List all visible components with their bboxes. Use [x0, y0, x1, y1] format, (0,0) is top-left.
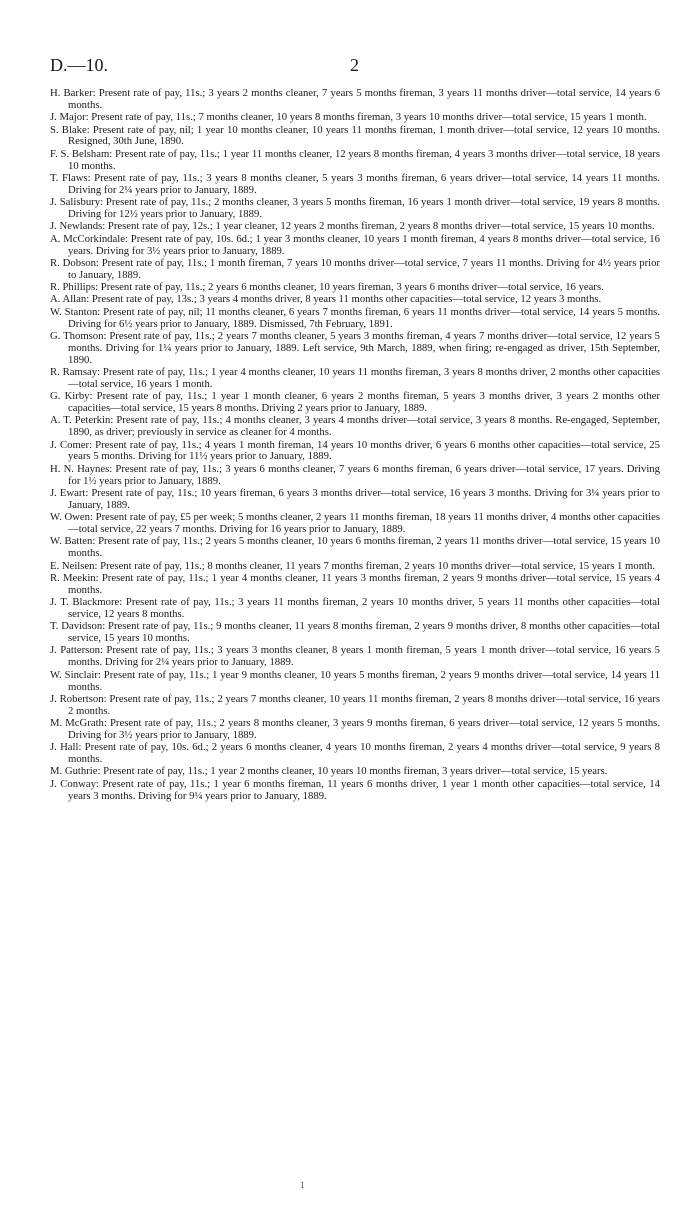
record-entry: R. Phillips: Present rate of pay, 11s.; 2 years 6 months cleaner, 10 years fireman, 3 years 6 months driver—total service, 16 years. [50, 281, 604, 294]
document-reference: D.—10. [50, 55, 108, 75]
record-entry: G. Thomson: Present rate of pay, 11s.; 2 years 7 months cleaner, 5 years 3 months fireman, 4 years 7 months driver—total service, 12 years 5 months. Driving for 1¼ years prior to January, 1889. Left service, 9th March, 1889, when firing; re-engaged as driver, 15th September, 1890. [50, 329, 660, 366]
record-entry: J. Conway: Present rate of pay, 11s.; 1 year 6 months fireman, 11 years 6 months driver, 1 year 1 month other capacities—total service, 14 years 3 months. Driving for 9¼ years prior to January, 1889. [50, 777, 660, 802]
record-entry: J. T. Blackmore: Present rate of pay, 11s.; 3 years 11 months fireman, 2 years 10 months driver, 5 years 11 months other capacities—total service, 12 years 8 months. [50, 596, 660, 620]
record-entry: J. Salisbury: Present rate of pay, 11s.; 2 months cleaner, 3 years 5 months fireman, 16 years 1 month driver—total service, 19 years 8 months. Driving for 12½ years prior to January, 1889. [50, 196, 660, 221]
record-entry: S. Blake: Present rate of pay, nil; 1 year 10 months cleaner, 10 years 11 months fireman, 1 month driver—total service, 12 years 10 months. Resigned, 30th June, 1890. [50, 123, 660, 148]
record-entry: J. Major: Present rate of pay, 11s.; 7 months cleaner, 10 years 8 months fireman, 3 years 10 months driver—total service, 15 years 1 month. [50, 111, 647, 124]
record-entry: T. Flaws: Present rate of pay, 11s.; 3 years 8 months cleaner, 5 years 3 months fireman, 6 years driver—total service, 14 years 11 months. Driving for 2¼ years prior to January, 1889. [50, 171, 660, 196]
record-entry: R. Dobson: Present rate of pay, 11s.; 1 month fireman, 7 years 10 months driver—total service, 7 years 11 months. Driving for 4½ years prior to January, 1889. [50, 256, 660, 281]
record-entry: J. Hall: Present rate of pay, 10s. 6d.; 2 years 6 months cleaner, 4 years 10 months fireman, 2 years 4 months driver—total service, 9 years 8 months. [50, 741, 660, 766]
record-entry: W. Sinclair: Present rate of pay, 11s.; 1 year 9 months cleaner, 10 years 5 months fireman, 2 years 9 months driver—total service, 14 years 11 months. [50, 668, 660, 693]
record-entry: W. Owen: Present rate of pay, £5 per week; 5 months cleaner, 2 years 11 months fireman, 18 years 11 months driver, 4 months other capacities—total service, 22 years 7 months. Driving for 16 years prior to January, 1889. [50, 511, 660, 536]
record-entry: W. Stanton: Present rate of pay, nil; 11 months cleaner, 6 years 7 months fireman, 6 years 11 months driver—total service, 14 years 5 months. Driving for 6½ years prior to January, 1889. Dismissed, 7th February, 1891. [50, 305, 660, 330]
record-entry: J. Ewart: Present rate of pay, 11s.; 10 years fireman, 6 years 3 months driver—total service, 16 years 3 months. Driving for 3¼ years prior to January, 1889. [50, 486, 660, 511]
record-entry: A. Allan: Present rate of pay, 13s.; 3 years 4 months driver, 8 years 11 months other capacities—total service, 12 years 3 months. [50, 293, 602, 306]
record-entry: W. Batten: Present rate of pay, 11s.; 2 years 5 months cleaner, 10 years 6 months fireman, 2 years 11 months driver—total service, 15 years 10 months. [50, 535, 660, 560]
record-entry: J. Patterson: Present rate of pay, 11s.; 3 years 3 months cleaner, 8 years 1 month fireman, 5 years 1 month driver—total service, 16 years 5 months. Driving for 2¼ years prior to January, 1889. [50, 644, 660, 669]
record-entry: H. N. Haynes: Present rate of pay, 11s.; 3 years 6 months cleaner, 7 years 6 months fireman, 6 years driver—total service, 17 years. Driving for 1½ years prior to January, 1889. [50, 462, 660, 487]
record-entry: A. McCorkindale: Present rate of pay, 10s. 6d.; 1 year 3 months cleaner, 10 years 1 month fireman, 4 years 8 months driver—total service, 16 years. Driving for 3½ years prior to January, 1889. [50, 232, 660, 257]
record-entry: G. Kirby: Present rate of pay, 11s.; 1 year 1 month cleaner, 6 years 2 months fireman, 5 years 3 months driver, 3 years 2 months other capacities—total service, 15 years 8 months. Driving 2 years prior to January, 1889. [50, 390, 660, 415]
record-entry: H. Barker: Present rate of pay, 11s.; 3 years 2 months cleaner, 7 years 5 months fireman, 3 years 11 months driver—total service, 14 years 6 months. [50, 87, 660, 111]
record-entry: J. Newlands: Present rate of pay, 12s.; 1 year cleaner, 12 years 2 months fireman, 2 years 8 months driver—total service, 15 years 10 months. [50, 220, 655, 233]
page-header [50, 55, 658, 79]
footer-mark: 1 [300, 1180, 305, 1190]
record-entry: R. Meekin: Present rate of pay, 11s.; 1 year 4 months cleaner, 11 years 3 months fireman, 2 years 9 months driver—total service, 15 years 4 months. [50, 571, 660, 596]
record-entry: F. S. Belsham: Present rate of pay, 11s.; 1 year 11 months cleaner, 12 years 8 months fireman, 4 years 3 months driver—total service, 18 years 10 months. [50, 147, 660, 172]
record-entry: M. McGrath: Present rate of pay, 11s.; 2 years 8 months cleaner, 3 years 9 months fireman, 6 years driver—total service, 12 years 5 months. Driving for 3½ years prior to January, 1889. [50, 717, 660, 741]
record-entry: R. Ramsay: Present rate of pay, 11s.; 1 year 4 months cleaner, 10 years 11 months fireman, 3 years 8 months driver, 2 months other capacities—total service, 16 years 1 month. [50, 365, 660, 390]
record-entry: M. Guthrie: Present rate of pay, 11s.; 1 year 2 months cleaner, 10 years 10 months fireman, 3 years driver—total service, 15 years. [50, 765, 608, 778]
record-entry: J. Comer: Present rate of pay, 11s.; 4 years 1 month fireman, 14 years 10 months driver, 6 years 6 months other capacities—total service, 25 years 5 months. Driving for 11½ years prior to January, 1889. [50, 438, 660, 463]
record-entry: T. Davidson: Present rate of pay, 11s.; 9 months cleaner, 11 years 8 months fireman, 2 years 9 months driver, 8 months other capacities—total service, 15 years 10 months. [50, 620, 660, 645]
page-number: 2 [350, 55, 359, 75]
record-entry: A. T. Peterkin: Present rate of pay, 11s.; 4 months cleaner, 3 years 4 months driver—total service, 3 years 8 months. Re-engaged, September, 1890, as driver; previously in service as cleaner for 4 months. [50, 414, 660, 439]
record-entry: J. Robertson: Present rate of pay, 11s.; 2 years 7 months cleaner, 10 years 11 months fireman, 2 years 8 months driver—total service, 16 years 2 months. [50, 692, 660, 717]
service-records-list [50, 88, 660, 803]
record-entry: E. Neilsen: Present rate of pay, 11s.; 8 months cleaner, 11 years 7 months fireman, 2 years 10 months driver—total service, 15 years 1 month. [50, 559, 656, 572]
